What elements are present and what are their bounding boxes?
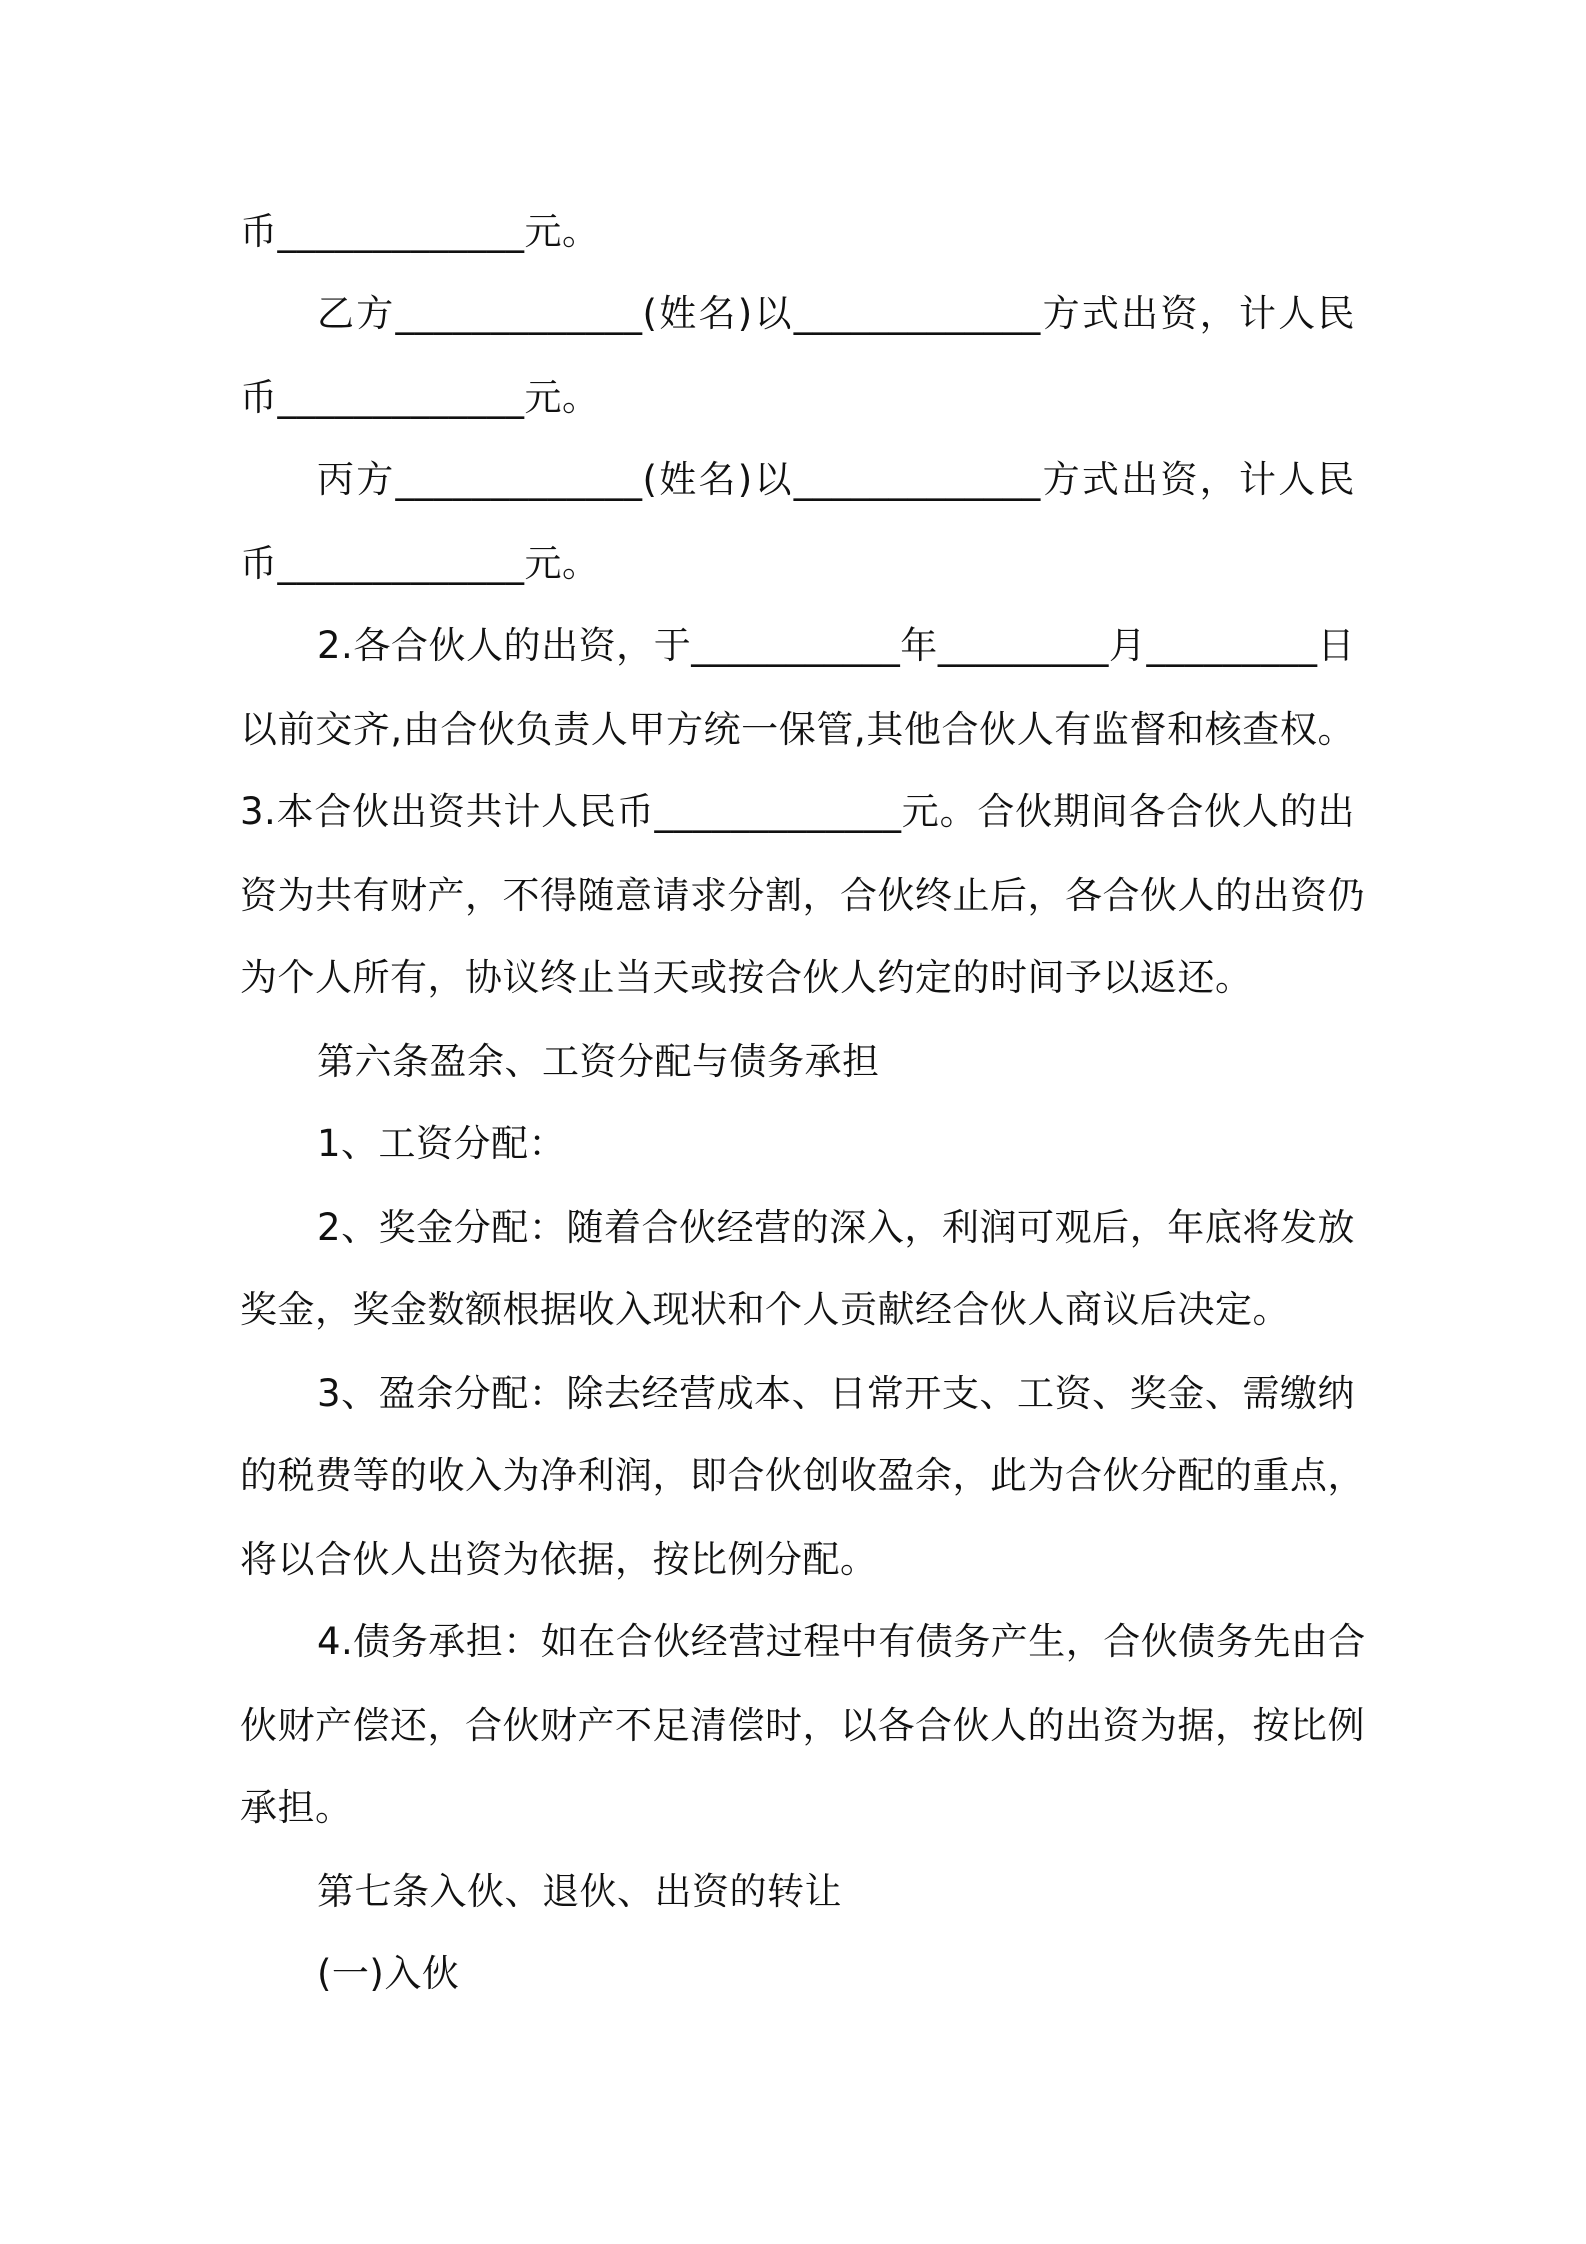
text-line: 丙方_____________(姓名)以_____________方式出资，计人民 [317, 458, 1355, 501]
text-line: 币_____________元。 [240, 376, 600, 419]
text-line: 币_____________元。 [240, 542, 600, 585]
text-line: 1、工资分配： [317, 1122, 567, 1165]
text-line: 3.本合伙出资共计人民币_____________元。合伙期间各合伙人的出 [240, 790, 1355, 833]
section-heading: 第六条盈余、工资分配与债务承担 [317, 1040, 880, 1083]
text-line: 乙方_____________(姓名)以_____________方式出资，计人民 [317, 292, 1355, 335]
subsection-heading: (一)入伙 [317, 1952, 460, 1995]
text-line: 2、奖金分配：随着合伙经营的深入，利润可观后，年底将发放 [317, 1206, 1355, 1249]
text-line: 币_____________元。 [240, 210, 600, 253]
text-line: 3、盈余分配：除去经营成本、日常开支、工资、奖金、需缴纳 [317, 1372, 1355, 1415]
text-line: 资为共有财产，不得随意请求分割，合伙终止后，各合伙人的出资仍 [240, 874, 1365, 917]
text-line: 承担。 [240, 1786, 353, 1829]
text-line: 4.债务承担：如在合伙经营过程中有债务产生，合伙债务先由合 [317, 1620, 1366, 1663]
section-heading: 第七条入伙、退伙、出资的转让 [317, 1870, 842, 1913]
text-line: 将以合伙人出资为依据，按比例分配。 [240, 1538, 878, 1581]
text-line: 奖金，奖金数额根据收入现状和个人贡献经合伙人商议后决定。 [240, 1288, 1290, 1331]
text-line: 为个人所有，协议终止当天或按合伙人约定的时间予以返还。 [240, 956, 1253, 999]
text-line: 伙财产偿还，合伙财产不足清偿时，以各合伙人的出资为据，按比例 [240, 1704, 1365, 1747]
text-line: 2.各合伙人的出资，于___________年_________月_________日 [317, 624, 1355, 667]
text-line: 的税费等的收入为净利润，即合伙创收盈余，此为合伙分配的重点， [240, 1454, 1365, 1497]
text-line: 以前交齐,由合伙负责人甲方统一保管,其他合伙人有监督和核查权。 [240, 708, 1355, 751]
